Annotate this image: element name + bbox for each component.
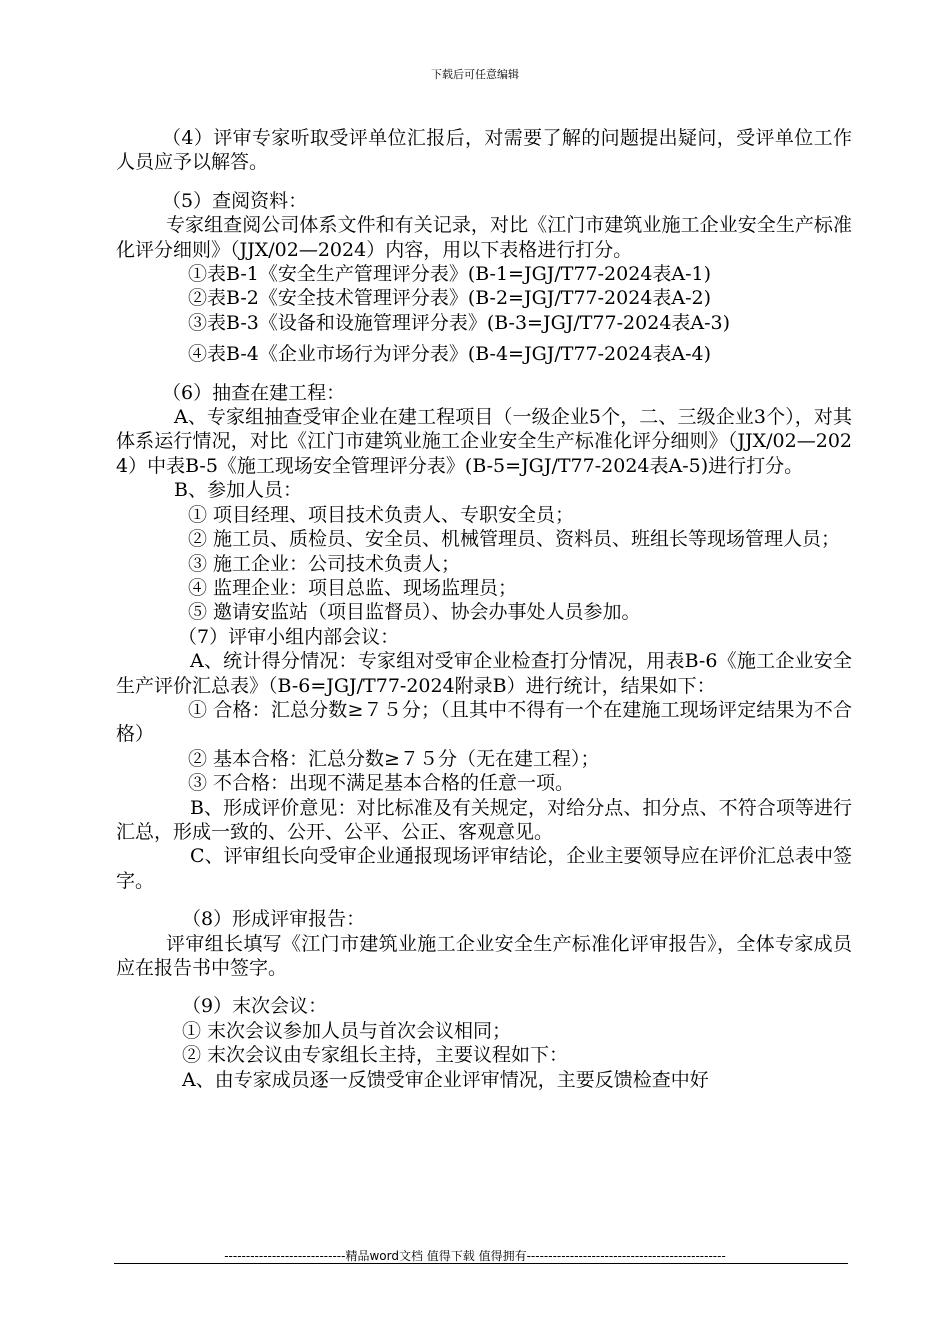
paragraph-review-documents: 专家组查阅公司体系文件和有关记录，对比《江门市建筑业施工企业安全生产标准化评分细则》（JJX/02—2024）内容，用以下表格进行打分。 xyxy=(116,214,852,261)
list-item-final-meeting-1: ① 末次会议参加人员与首次会议相同； xyxy=(182,1019,512,1042)
list-item-table-b3: ③表B-3《设备和设施管理评分表》(B-3=JGJ/T77-2024表A-3) xyxy=(188,311,731,334)
document-body xyxy=(116,126,852,1092)
footer-rule xyxy=(114,1263,848,1264)
paragraph-expert-questions: （4）评审专家听取受评单位汇报后，对需要了解的问题提出疑问，受评单位工作人员应予以解答。 xyxy=(116,127,852,174)
page-footer: ----------------------------精品word文档 值得下载 值得拥有---------------------------------------------- xyxy=(224,1249,726,1263)
paragraph-report-conclusion: C、评审组长向受审企业通报现场评审结论，企业主要领导应在评价汇总表中签字。 xyxy=(116,845,852,892)
paragraph-evaluation-opinion: B、形成评价意见：对比标准及有关规定，对给分点、扣分点、不符合项等进行汇总，形成一致的、公开、公平、公正、客观意见。 xyxy=(116,796,852,843)
heading-internal-meeting: （7）评审小组内部会议： xyxy=(178,625,400,648)
list-item-participant-4: ④ 监理企业：项目总监、现场监理员； xyxy=(188,576,518,599)
list-item-table-b4: ④表B-4《企业市场行为评分表》(B-4=JGJ/T77-2024表A-4) xyxy=(188,343,712,366)
list-item-participant-3: ③ 施工企业：公司技术负责人； xyxy=(188,552,461,575)
paragraph-final-feedback: A、由专家成员逐一反馈受审企业评审情况，主要反馈检查中好 xyxy=(182,1068,709,1091)
heading-spot-check: （6）抽查在建工程： xyxy=(162,381,346,404)
heading-review-documents: （5）查阅资料： xyxy=(162,189,308,212)
list-item-basic-pass: ② 基本合格：汇总分数≥７５分（无在建工程）； xyxy=(188,747,600,770)
list-item-participant-2: ② 施工员、质检员、安全员、机械管理员、资料员、班组长等现场管理人员； xyxy=(188,528,841,551)
page-header: 下载后可任意编辑 xyxy=(431,68,519,81)
heading-final-meeting: （9）末次会议： xyxy=(182,995,328,1018)
list-item-participant-5: ⑤ 邀请安监站（项目监督员）、协会办事处人员参加。 xyxy=(188,601,641,624)
list-item-participant-1: ① 项目经理、项目技术负责人、专职安全员； xyxy=(188,503,575,526)
paragraph-spot-check-a: A、专家组抽查受审企业在建工程项目（一级企业5个，二、三级企业3个），对其体系运行情况，对比《江门市建筑业施工企业安全生产标准化评分细则》（JJX/02—2024）中表B-5《施工现场安全管理评分表》(B-5=JGJ/T77-2024表A-5)进行打分。 xyxy=(116,406,852,477)
heading-review-report: （8）形成评审报告： xyxy=(182,908,366,931)
paragraph-participants-b: B、参加人员： xyxy=(174,479,302,502)
list-item-table-b1: ①表B-1《安全生产管理评分表》(B-1=JGJ/T77-2024表A-1) xyxy=(188,263,712,286)
paragraph-review-report: 评审组长填写《江门市建筑业施工企业安全生产标准化评审报告》，全体专家成员应在报告书中签字。 xyxy=(116,932,852,979)
list-item-final-meeting-2: ② 末次会议由专家组长主持，主要议程如下： xyxy=(182,1044,569,1067)
list-item-table-b2: ②表B-2《安全技术管理评分表》(B-2=JGJ/T77-2024表A-2) xyxy=(188,287,712,310)
list-item-fail: ③ 不合格：出现不满足基本合格的任意一项。 xyxy=(188,772,575,795)
list-item-pass: ① 合格：汇总分数≥７５分；（且其中不得有一个在建施工现场评定结果为不合格） xyxy=(116,698,852,746)
paragraph-score-statistics: A、统计得分情况：专家组对受审企业检查打分情况，用表B-6《施工企业安全生产评价汇总表》（B-6=JGJ/T77-2024附录B）进行统计，结果如下： xyxy=(116,650,852,697)
